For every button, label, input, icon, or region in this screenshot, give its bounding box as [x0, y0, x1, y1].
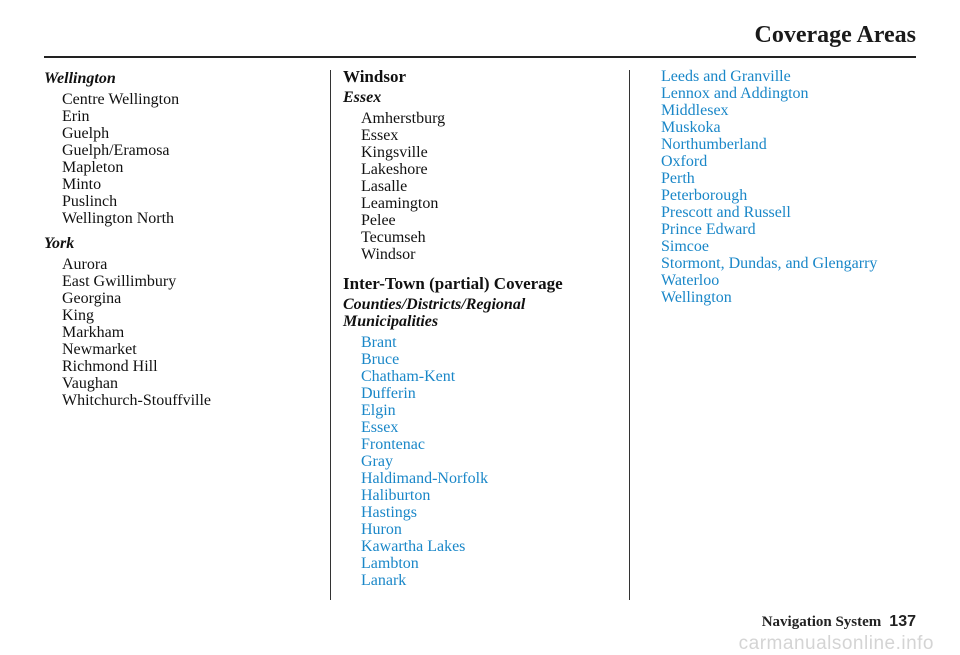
coverage-link[interactable]: Haliburton [361, 487, 431, 504]
coverage-link[interactable]: Oxford [661, 153, 708, 170]
column-divider-1 [330, 70, 331, 600]
coverage-link-list-1 [361, 334, 623, 589]
page-number: 137 [889, 613, 916, 630]
coverage-link[interactable]: Hastings [361, 504, 417, 521]
list-item: Aurora [62, 256, 108, 273]
list-item: Centre Wellington [62, 91, 180, 108]
section-subtitle-line-1: Counties/Districts/Regional [343, 296, 526, 313]
coverage-link[interactable]: Perth [661, 170, 695, 187]
coverage-link[interactable]: Kawartha Lakes [361, 538, 466, 555]
list-item: Guelph [62, 125, 110, 142]
group-heading-wellington: Wellington [44, 70, 116, 87]
coverage-link[interactable]: Northumberland [661, 136, 767, 153]
coverage-link[interactable]: Wellington [661, 289, 732, 306]
coverage-link[interactable]: Prescott and Russell [661, 204, 791, 221]
list-item: Minto [62, 176, 102, 193]
group-heading-york: York [44, 235, 75, 252]
column-2 [343, 68, 623, 589]
group-heading-essex: Essex [343, 89, 382, 106]
footer-label: Navigation System [761, 614, 882, 630]
coverage-link[interactable]: Brant [361, 334, 397, 351]
coverage-link[interactable]: Essex [361, 419, 399, 436]
column-3 [661, 68, 941, 306]
list-item: Essex [361, 127, 399, 144]
list-item: Kingsville [361, 144, 428, 161]
coverage-link[interactable]: Peterborough [661, 187, 748, 204]
list-item: Guelph/Eramosa [62, 142, 170, 159]
coverage-link[interactable]: Middlesex [661, 102, 729, 119]
list-item: Mapleton [62, 159, 124, 176]
list-item: Windsor [361, 246, 416, 263]
list-item: Lasalle [361, 178, 408, 195]
coverage-link[interactable]: Muskoka [661, 119, 721, 136]
coverage-link[interactable]: Frontenac [361, 436, 425, 453]
list-item: Lakeshore [361, 161, 428, 178]
list-item: Vaughan [62, 375, 118, 392]
column-1 [44, 68, 324, 417]
coverage-link[interactable]: Elgin [361, 402, 396, 419]
header-divider [44, 56, 916, 58]
essex-list [361, 110, 623, 263]
list-item: Markham [62, 324, 125, 341]
coverage-link[interactable]: Huron [361, 521, 402, 538]
list-item: East Gwillimbury [62, 273, 177, 290]
list-item: Pelee [361, 212, 396, 229]
coverage-link[interactable]: Lennox and Addington [661, 85, 809, 102]
coverage-link[interactable]: Simcoe [661, 238, 709, 255]
coverage-link[interactable]: Waterloo [661, 272, 720, 289]
list-item: Wellington North [62, 210, 175, 227]
york-list [62, 256, 324, 409]
list-item: Whitchurch-Stouffville [62, 392, 211, 409]
coverage-link[interactable]: Gray [361, 453, 393, 470]
section-title-inter-town: Inter-Town (partial) Coverage [343, 274, 563, 293]
coverage-link[interactable]: Haldimand-Norfolk [361, 470, 489, 487]
list-item: Amherstburg [361, 110, 446, 127]
list-item: Richmond Hill [62, 358, 158, 375]
coverage-link[interactable]: Prince Edward [661, 221, 756, 238]
coverage-link[interactable]: Stormont, Dundas, and Glengarry [661, 255, 878, 272]
coverage-link[interactable]: Lanark [361, 572, 407, 589]
list-item: Tecumseh [361, 229, 426, 246]
coverage-link[interactable]: Bruce [361, 351, 400, 368]
wellington-list [62, 91, 324, 227]
page-title: Coverage Areas [754, 22, 916, 48]
column-divider-2 [629, 70, 630, 600]
list-item: Erin [62, 108, 90, 125]
coverage-link[interactable]: Dufferin [361, 385, 416, 402]
section-subtitle-line-2: Municipalities [343, 313, 439, 330]
list-item: Leamington [361, 195, 439, 212]
coverage-link[interactable]: Leeds and Granville [661, 68, 791, 85]
page-footer [762, 613, 916, 631]
coverage-link[interactable]: Lambton [361, 555, 419, 572]
coverage-link-list-2 [661, 68, 941, 306]
section-title-windsor: Windsor [343, 67, 406, 86]
coverage-link[interactable]: Chatham-Kent [361, 368, 456, 385]
list-item: Newmarket [62, 341, 137, 358]
list-item: King [62, 307, 94, 324]
list-item: Puslinch [62, 193, 118, 210]
list-item: Georgina [62, 290, 122, 307]
watermark: carmanualsonline.info [738, 633, 934, 654]
